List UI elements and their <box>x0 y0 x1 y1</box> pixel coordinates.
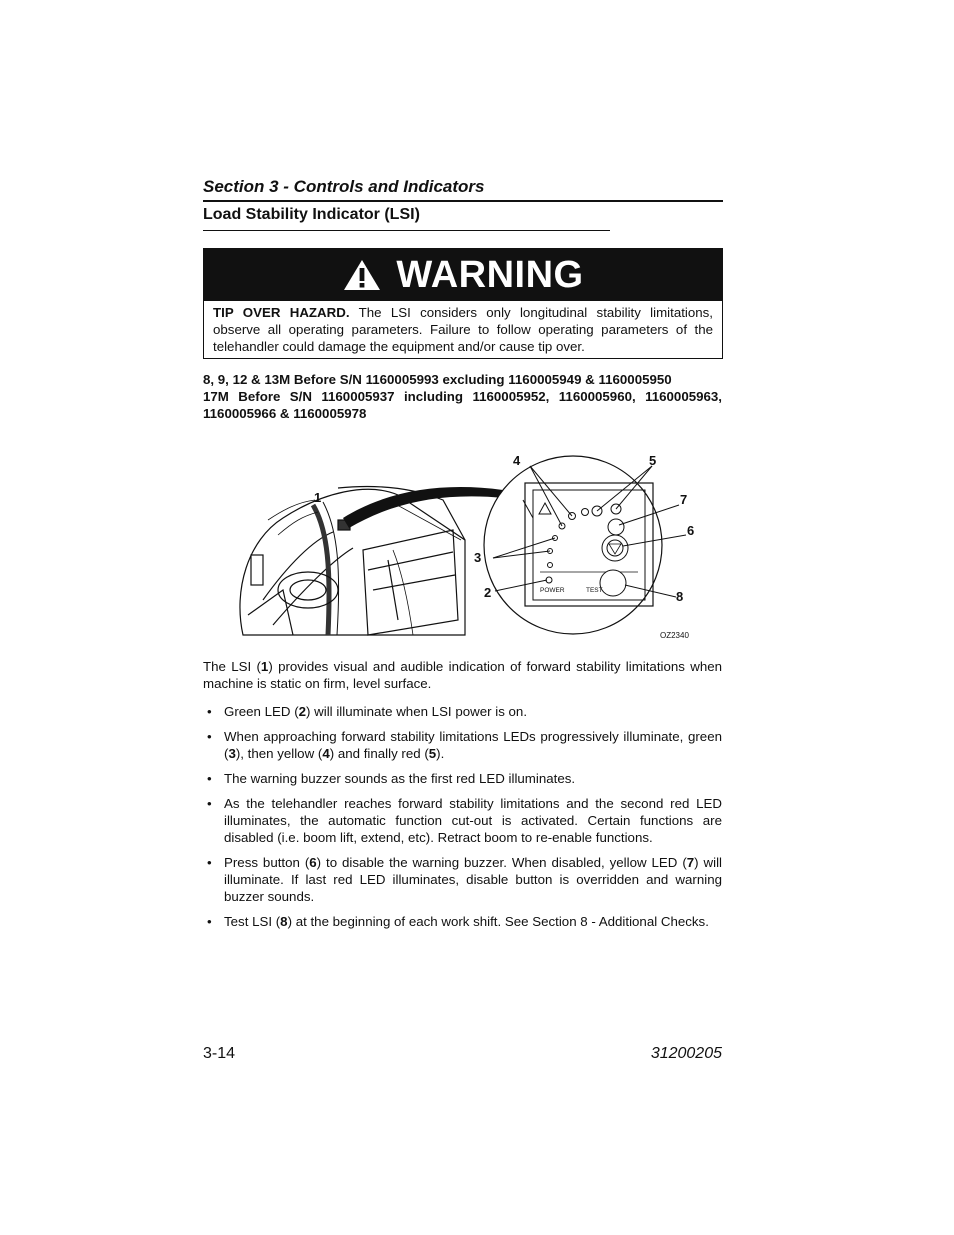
callout-6: 6 <box>687 523 695 538</box>
section-title: Section 3 - Controls and Indicators <box>203 177 485 196</box>
subsection-title: Load Stability Indicator (LSI) <box>203 206 420 223</box>
callout-7: 7 <box>680 492 688 507</box>
callout-8: 8 <box>676 589 684 604</box>
lsi-illustration <box>203 440 723 650</box>
list-item: • Green LED (2) will illuminate when LSI power is on. <box>207 704 528 719</box>
test-label: TEST <box>586 587 603 594</box>
warning-banner <box>204 249 722 301</box>
warning-triangle-icon <box>342 258 382 292</box>
callout-5: 5 <box>649 453 657 468</box>
serial-line-1: 8, 9, 12 & 13M Before S/N 1160005993 excluding 1160005949 & 1160005950 <box>203 372 672 387</box>
figure-id: OZ2340 <box>660 631 689 640</box>
callout-1: 1 <box>314 490 322 505</box>
subsection-rule <box>203 230 610 231</box>
list-item: • Test LSI (8) at the beginning of each work shift. See Section 8 - Additional Checks. <box>207 914 709 929</box>
lsi-figure <box>203 440 723 650</box>
serial-applicability <box>203 371 722 422</box>
hazard-description: The LSI considers only longitudinal stability limitations, observe all operating parameters. Failure to follow operating parameters of the telehandler could damage the equipment and/or cause tip over. <box>213 305 713 354</box>
warning-label: WARNING <box>396 254 584 296</box>
callout-2: 2 <box>484 585 492 600</box>
list-item: • Press button (6) to disable the warning buzzer. When disabled, yellow LED (7) will illuminate. If last red LED illuminates, disable button is overridden and warning buzzer sounds. <box>207 855 722 904</box>
cab-illustration <box>240 487 465 636</box>
list-item: • The warning buzzer sounds as the first red LED illuminates. <box>207 771 576 786</box>
hazard-label: TIP OVER HAZARD. <box>213 305 350 320</box>
page-number: 3-14 <box>203 1045 236 1062</box>
power-label: POWER <box>540 587 565 594</box>
list-item: • As the telehandler reaches forward stability limitations and the second red LED illuminates, the automatic function cut-out is activated. Certain functions are disabled (i.e. boom lift, extend, etc). Retract boom to re-enable functions. <box>207 796 722 845</box>
intro-paragraph: The LSI (1) provides visual and audible indication of forward stability limitations when machine is static on firm, level surface. <box>203 659 723 691</box>
section-rule <box>203 200 723 202</box>
serial-line-2: 17M Before S/N 1160005937 including 1160005952, 1160005960, 1160005963, 1160005966 & 1160005978 <box>203 389 722 421</box>
callout-4: 4 <box>513 453 521 468</box>
list-item: • When approaching forward stability limitations LEDs progressively illuminate, green (3), then yellow (4) and finally red (5). <box>207 729 722 761</box>
document-number: 31200205 <box>650 1045 722 1062</box>
warning-box <box>203 248 723 359</box>
warning-text <box>204 301 722 355</box>
callout-3: 3 <box>474 550 482 565</box>
feature-list <box>203 703 722 938</box>
